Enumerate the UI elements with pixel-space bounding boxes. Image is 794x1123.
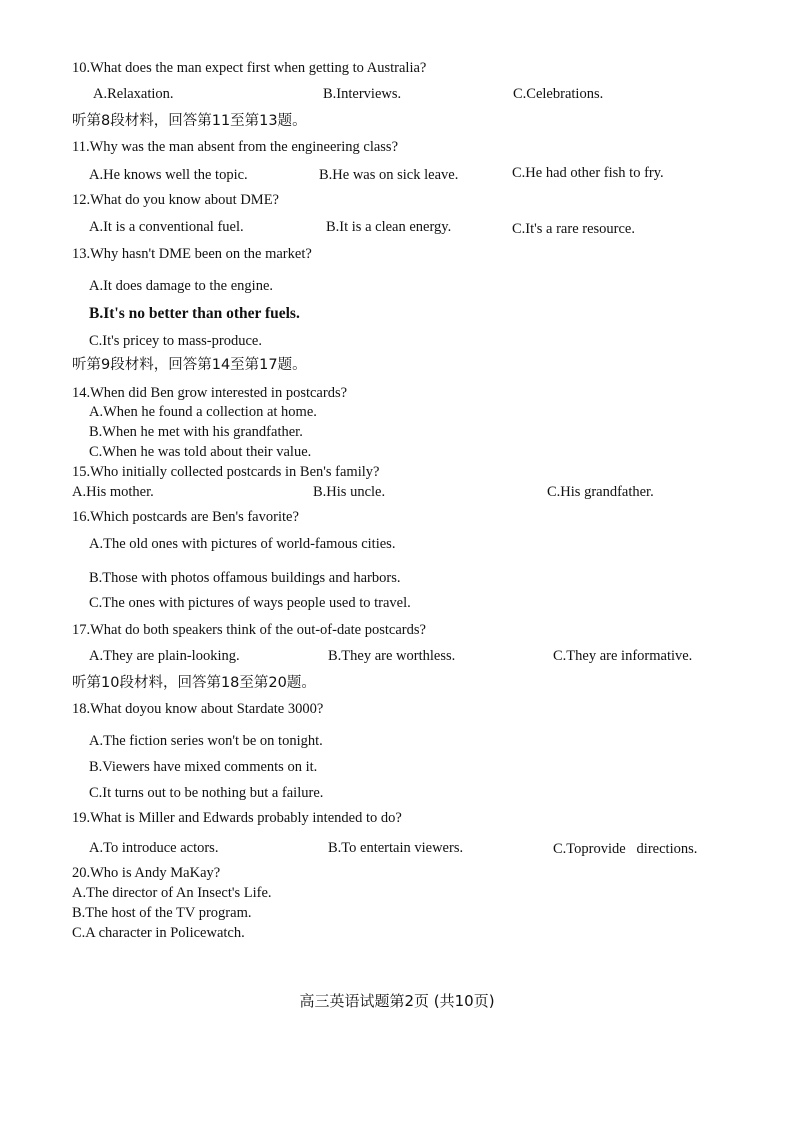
q20-option-a: A.The director of An Insect's Life. bbox=[72, 885, 272, 901]
q11-option-b: B.He was on sick leave. bbox=[319, 167, 459, 183]
q10-question: 10.What does the man expect first when getting to Australia? bbox=[72, 60, 427, 76]
section-10-instruction: 听第10段材料，回答第18至第20题。 bbox=[72, 675, 316, 691]
q15-option-a: A.His mother. bbox=[72, 484, 154, 500]
q17-option-b: B.They are worthless. bbox=[328, 648, 456, 664]
q14-option-c: C.When he was told about their value. bbox=[89, 444, 312, 460]
q10-option-a: A.Relaxation. bbox=[93, 86, 174, 102]
q10-option-c: C.Celebrations. bbox=[513, 86, 604, 102]
q13-option-c: C.It's pricey to mass-produce. bbox=[89, 333, 262, 349]
q15-question: 15.Who initially collected postcards in Ben's family? bbox=[72, 464, 380, 480]
q10-option-b: B.Interviews. bbox=[323, 86, 402, 102]
q16-option-a: A.The old ones with pictures of world-famous cities. bbox=[89, 536, 396, 552]
q16-option-b: B.Those with photos offamous buildings and harbors. bbox=[89, 570, 401, 586]
q18-question: 18.What doyou know about Stardate 3000? bbox=[72, 701, 324, 717]
q18-option-c: C.It turns out to be nothing but a failure. bbox=[89, 785, 324, 801]
q19-option-b: B.To entertain viewers. bbox=[328, 840, 464, 856]
q11-question: 11.Why was the man absent from the engineering class? bbox=[72, 139, 399, 155]
q19-option-a: A.To introduce actors. bbox=[89, 840, 219, 856]
q15-option-b: B.His uncle. bbox=[313, 484, 386, 500]
q17-question: 17.What do both speakers think of the out-of-date postcards? bbox=[72, 622, 426, 638]
q16-option-c: C.The ones with pictures of ways people used to travel. bbox=[89, 595, 411, 611]
section-9-instruction: 听第9段材料，回答第14至第17题。 bbox=[72, 357, 307, 373]
q20-question: 20.Who is Andy MaKay? bbox=[72, 865, 221, 881]
q18-option-a: A.The fiction series won't be on tonight. bbox=[89, 733, 323, 749]
q12-option-a: A.It is a conventional fuel. bbox=[89, 219, 244, 235]
section-8-instruction: 听第8段材料，回答第11至第13题。 bbox=[72, 113, 307, 129]
q12-option-b: B.It is a clean energy. bbox=[326, 219, 452, 235]
q13-option-a: A.It does damage to the engine. bbox=[89, 278, 274, 294]
q14-question: 14.When did Ben grow interested in postcards? bbox=[72, 385, 348, 401]
q11-option-a: A.He knows well the topic. bbox=[89, 167, 248, 183]
q19-question: 19.What is Miller and Edwards probably intended to do? bbox=[72, 810, 402, 826]
q14-option-a: A.When he found a collection at home. bbox=[89, 404, 317, 420]
page-footer: 高三英语试题第2页 (共10页) bbox=[299, 992, 495, 1010]
q17-option-c: C.They are informative. bbox=[553, 648, 693, 664]
q14-option-b: B.When he met with his grandfather. bbox=[89, 424, 303, 440]
q19-option-c: C.Toprovide directions. bbox=[553, 841, 698, 857]
q16-question: 16.Which postcards are Ben's favorite? bbox=[72, 509, 299, 525]
q20-option-b: B.The host of the TV program. bbox=[72, 905, 252, 921]
q13-question: 13.Why hasn't DME been on the market? bbox=[72, 246, 312, 262]
q12-question: 12.What do you know about DME? bbox=[72, 192, 279, 208]
q20-option-c: C.A character in Policewatch. bbox=[72, 925, 245, 941]
q17-option-a: A.They are plain-looking. bbox=[89, 648, 240, 664]
q18-option-b: B.Viewers have mixed comments on it. bbox=[89, 759, 318, 775]
q13-option-b: B.It's no better than other fuels. bbox=[89, 305, 300, 322]
q11-option-c: C.He had other fish to fry. bbox=[512, 165, 664, 181]
q15-option-c: C.His grandfather. bbox=[547, 484, 654, 500]
q12-option-c: C.It's a rare resource. bbox=[512, 221, 635, 237]
